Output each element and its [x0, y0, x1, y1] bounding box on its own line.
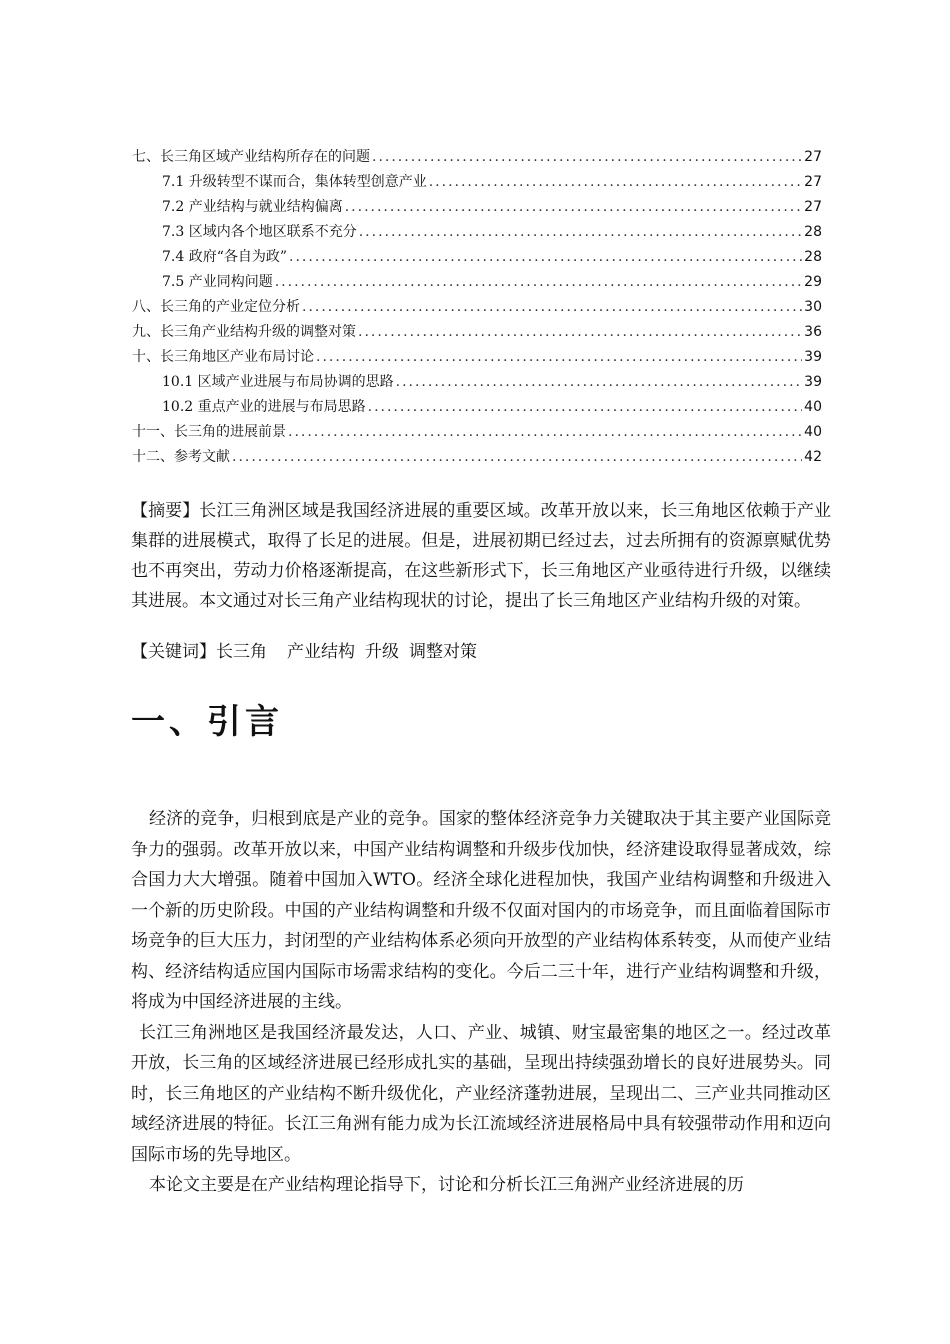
toc-leader-dots: [345, 195, 802, 220]
toc-entry-page: 27: [804, 199, 822, 215]
toc-entry-page: 27: [804, 149, 822, 165]
abstract-text: 【摘要】长江三角洲区域是我国经济进展的重要区域。改革开放以来，长三角地区依赖于产业集群的进展模式，取得了长足的进展。但是，进展初期已经过去，过去所拥有的资源禀赋优势也不再突出，劳动力价格逐渐提高，在这些新形式下，长三角地区产业亟待进行升级，以继续其进展。本文通过对长三角产业结构现状的讨论，提出了长三角地区产业结构升级的对策。: [131, 501, 831, 611]
toc-entry[interactable]: [132, 220, 822, 245]
keywords: [131, 637, 831, 667]
toc-entry[interactable]: [132, 245, 822, 270]
toc-entry-page: 40: [804, 399, 822, 415]
toc-entry-page: 28: [804, 224, 822, 240]
toc-leader-dots: [429, 170, 802, 195]
toc-entry-page: 30: [804, 299, 822, 315]
toc-entry[interactable]: [132, 145, 822, 170]
toc-entry-page: 36: [804, 324, 822, 340]
toc-entry-title: 7.3 区域内各个地区联系不充分: [162, 224, 357, 240]
toc-entry-page: 28: [804, 249, 822, 265]
body-paragraph: 经济的竞争，归根到底是产业的竞争。国家的整体经济竞争力关键取决于其主要产业国际竞争力的强弱。改革开放以来，中国产业结构调整和升级步伐加快，经济建设取得显著成效，综合国力大大增强。随着中国加入WTO。经济全球化进程加快，我国产业结构调整和升级进入一个新的历史阶段。中国的产业结构调整和升级不仅面对国内的市场竞争，而且面临着国际市场竞争的巨大压力，封闭型的产业结构体系必须向开放型的产业结构体系转变，从而使产业结构、经济结构适应国内国际市场需求结构的变化。今后二三十年，进行产业结构调整和升级，将成为中国经济进展的主线。: [131, 809, 831, 1012]
toc-entry-title: 八、长三角的产业定位分析: [132, 299, 300, 315]
body-paragraph: 本论文主要是在产业结构理论指导下，讨论和分析长江三角洲产业经济进展的历: [149, 1175, 744, 1195]
keyword: 长三角: [216, 642, 267, 662]
toc-leader-dots: [358, 320, 802, 345]
toc-entry-page: 40: [804, 424, 822, 440]
toc-entry[interactable]: [132, 195, 822, 220]
toc-leader-dots: [368, 395, 803, 420]
toc-leader-dots: [302, 295, 802, 320]
toc-entry-title: 九、长三角产业结构升级的调整对策: [132, 324, 356, 340]
toc-leader-dots: [275, 270, 802, 295]
abstract: [131, 496, 831, 616]
toc-entry-title: 7.5 产业同构问题: [162, 274, 273, 290]
toc-entry[interactable]: [132, 445, 822, 470]
toc-leader-dots: [289, 245, 802, 270]
toc-entry-title: 7.1 升级转型不谋而合，集体转型创意产业: [162, 174, 427, 190]
toc-entry[interactable]: [132, 395, 822, 420]
toc-entry-title: 十、长三角地区产业布局讨论: [132, 349, 314, 365]
section-body: [131, 804, 831, 1201]
toc-entry-page: 42: [804, 449, 822, 465]
keywords-label: 【关键词】: [131, 642, 216, 662]
toc-entry-page: 29: [804, 274, 822, 290]
body-paragraph: 长江三角洲地区是我国经济最发达，人口、产业、城镇、财宝最密集的地区之一。经过改革开放，长三角的区域经济进展已经形成扎实的基础，呈现出持续强劲增长的良好进展势头。同时，长三角地区的产业结构不断升级优化，产业经济蓬勃进展，呈现出二、三产业共同推动区域经济进展的特征。长江三角洲有能力成为长江流域经济进展格局中具有较强带动作用和迈向国际市场的先导地区。: [131, 1022, 831, 1165]
toc-entry-title: 7.2 产业结构与就业结构偏离: [162, 199, 343, 215]
keyword: 产业结构: [287, 642, 355, 662]
toc-entry-page: 39: [804, 374, 822, 390]
toc-leader-dots: [232, 445, 802, 470]
keyword: 调整对策: [409, 642, 477, 662]
toc-leader-dots: [372, 145, 802, 170]
toc-entry[interactable]: [132, 270, 822, 295]
section-heading: 一、引言: [131, 702, 283, 742]
toc-entry[interactable]: [132, 345, 822, 370]
toc-leader-dots: [316, 345, 802, 370]
toc-entry-title: 7.4 政府“各自为政”: [162, 249, 288, 265]
toc-entry-page: 39: [804, 349, 822, 365]
toc-entry-page: 27: [804, 174, 822, 190]
keyword: 升级: [365, 642, 399, 662]
toc-entry-title: 10.2 重点产业的进展与布局思路: [162, 399, 366, 415]
table-of-contents: [132, 145, 822, 470]
toc-entry[interactable]: [132, 420, 822, 445]
toc-leader-dots: [396, 370, 803, 395]
toc-entry[interactable]: [132, 295, 822, 320]
toc-entry-title: 十一、长三角的进展前景: [132, 424, 286, 440]
toc-entry[interactable]: [132, 370, 822, 395]
toc-entry-title: 七、长三角区域产业结构所存在的问题: [132, 149, 370, 165]
toc-entry[interactable]: [132, 320, 822, 345]
toc-entry-title: 10.1 区域产业进展与布局协调的思路: [162, 374, 394, 390]
toc-leader-dots: [288, 420, 802, 445]
toc-entry-title: 十二、参考文献: [132, 449, 230, 465]
toc-leader-dots: [359, 220, 802, 245]
toc-entry[interactable]: [132, 170, 822, 195]
